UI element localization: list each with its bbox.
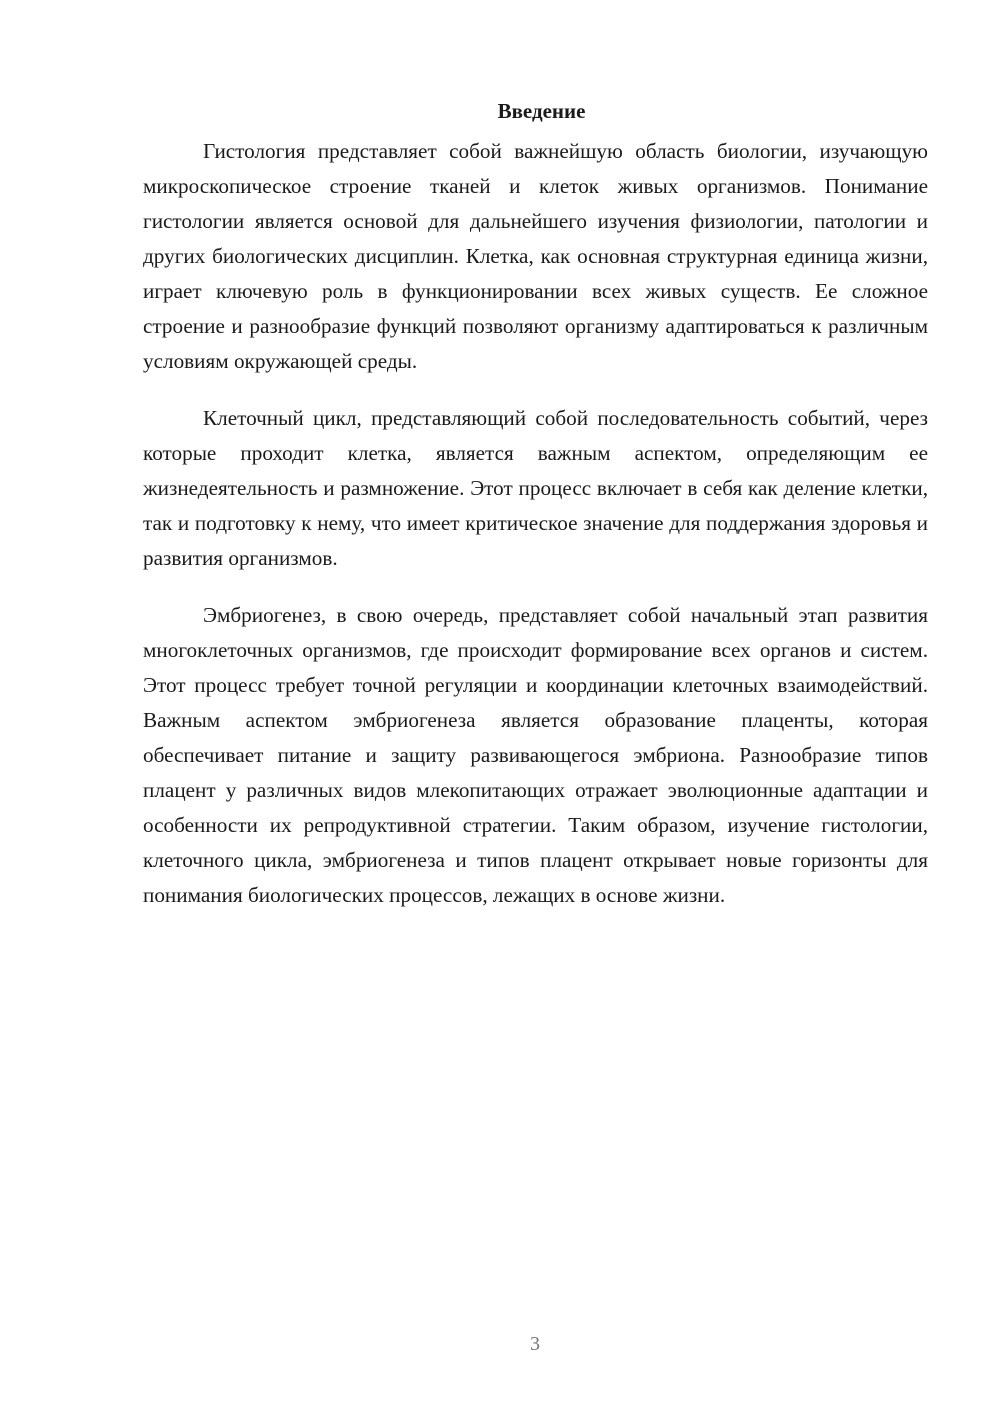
- paragraph-cell-cycle: Клеточный цикл, представляющий собой последовательность событий, через которые проходит клетка, является важным аспектом, определяющим ее жизнедеятельность и размножение. Этот процесс включает в себя как деление клетки, так и подготовку к нему, что имеет критическое значение для поддержания здоровья и развития организмов.: [143, 406, 928, 570]
- document-page: [143, 96, 928, 935]
- paragraph-embryogenesis: Эмбриогенез, в свою очередь, представляет собой начальный этап развития многоклеточных организмов, где происходит формирование всех органов и систем. Этот процесс требует точной регуляции и координации клеточных взаимодействий. Важным аспектом эмбриогенеза является образование плаценты, которая обеспечивает питание и защиту развивающегося эмбриона. Разнообразие типов плацент у различных видов млекопитающих отражает эволюционные адаптации и особенности их репродуктивной стратегии. Таким образом, изучение гистологии, клеточного цикла, эмбриогенеза и типов плацент открывает новые горизонты для понимания биологических процессов, лежащих в основе жизни.: [143, 603, 928, 907]
- page-number: 3: [530, 1333, 540, 1355]
- paragraph-histology: Гистология представляет собой важнейшую область биологии, изучающую микроскопическое строение тканей и клеток живых организмов. Понимание гистологии является основой для дальнейшего изучения физиологии, патологии и других биологических дисциплин. Клетка, как основная структурная единица жизни, играет ключевую роль в функционировании всех живых существ. Ее сложное строение и разнообразие функций позволяют организму адаптироваться к различным условиям окружающей среды.: [143, 139, 928, 373]
- section-heading: Введение: [497, 99, 586, 123]
